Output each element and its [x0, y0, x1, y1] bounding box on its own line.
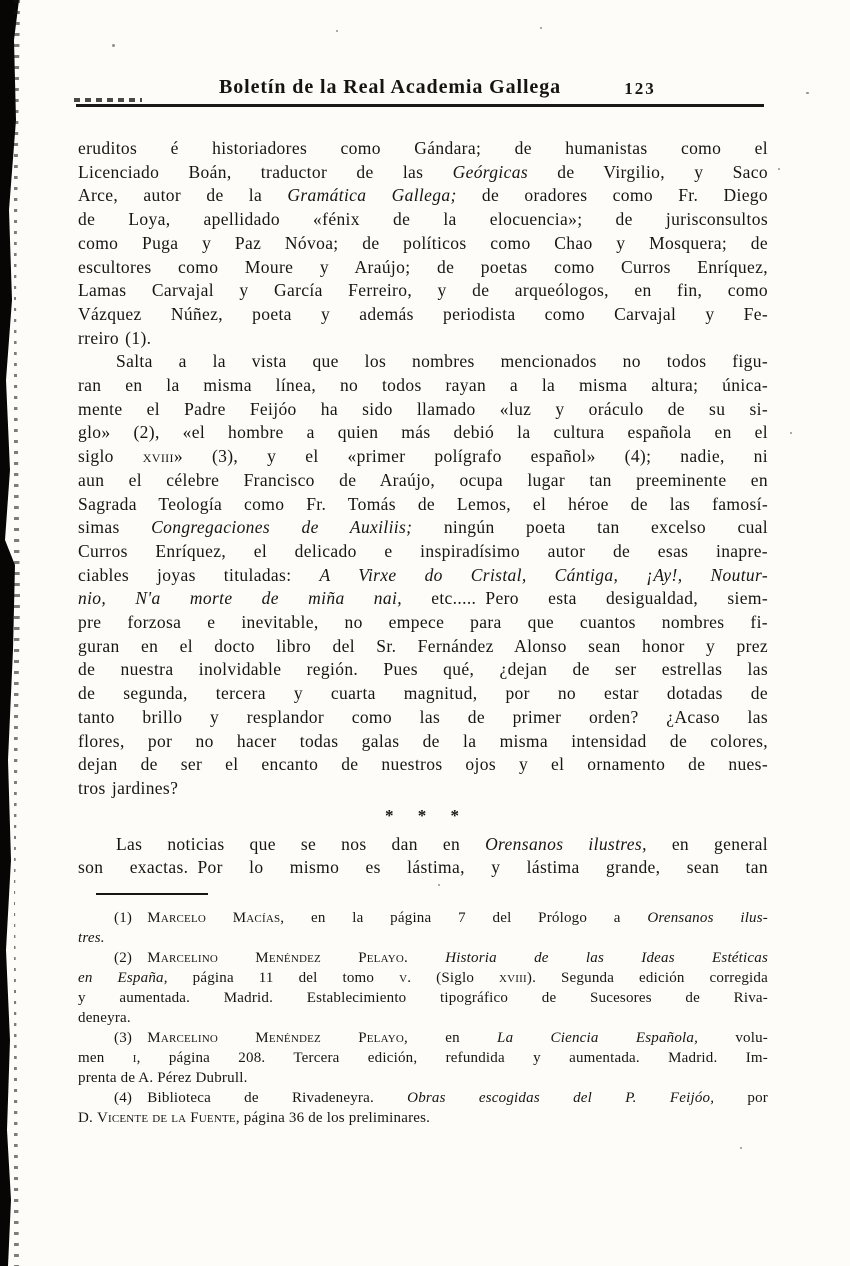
text-run: , en: [404, 1030, 498, 1047]
text-run: xviii: [142, 446, 174, 467]
ink-speck: [112, 44, 115, 47]
text-run: de Virgilio, y Saco: [528, 161, 769, 182]
text-run: , en la página 7 del Prólogo a: [280, 910, 648, 927]
text-run: tros jardines?: [78, 777, 179, 798]
text-line: [78, 587, 768, 611]
footnote: [78, 1028, 768, 1088]
text-run: Biblioteca de Rivadeneyra.: [147, 1090, 408, 1107]
text-run: escultores como Moure y Araújo; de poetas como Curros Enríquez,: [78, 256, 768, 277]
footnote: [78, 908, 768, 948]
paragraph: [78, 350, 768, 800]
text-line: [78, 161, 768, 185]
text-run: .: [404, 950, 446, 967]
text-run: en España,: [78, 970, 168, 987]
text-run: pre forzosa e inevitable, no empece para que cuantos nombres fi-: [78, 612, 768, 633]
text-run: , página 208. Tercera edición, refundida y aumentada. Madrid. Im-: [136, 1050, 768, 1067]
text-run: flores, por no hacer todas galas de la misma intensidad de colores,: [78, 730, 768, 751]
text-run: D.: [78, 1110, 97, 1127]
scan-binding-fuzz: [14, 0, 22, 1266]
text-line: [78, 928, 768, 948]
text-run: xviii: [499, 970, 527, 987]
asterisk-separator: * * *: [385, 805, 461, 825]
text-run: ). Segunda edición corregida: [526, 970, 768, 987]
text-line: [78, 658, 768, 682]
text-line: [78, 184, 768, 208]
text-run: v: [399, 970, 408, 987]
text-run: volu-: [698, 1030, 768, 1047]
text-run: deneyra.: [78, 1010, 131, 1027]
ink-speck: [540, 27, 542, 29]
text-line: [78, 232, 768, 256]
text-run: Orensanos ilus-: [647, 910, 768, 927]
text-run: prenta de A. Pérez Dubrull.: [78, 1070, 248, 1087]
text-run: siglo: [78, 446, 143, 467]
text-run: A Virxe do Cristal, Cántiga, ¡Ay!, Noutur-: [319, 564, 768, 585]
text-run: Vázquez Núñez, poeta y además periodista como Carvajal y Fe-: [78, 303, 768, 324]
ink-speck: [790, 432, 792, 434]
text-run: men: [78, 1050, 133, 1067]
text-run: (1): [114, 910, 148, 927]
text-line: [78, 350, 768, 374]
text-run: nio, N'a morte de miña nai,: [78, 588, 402, 609]
text-line: [78, 445, 768, 469]
ink-speck: [740, 1147, 742, 1149]
text-run: Curros Enríquez, el delicado e inspiradísimo autor de esas inapre-: [78, 540, 768, 561]
text-line: [78, 1048, 768, 1068]
text-run: aun el célebre Francisco de Araújo, ocupa lugar tan preeminente en: [78, 469, 768, 490]
text-run: Geórgicas: [452, 161, 528, 182]
text-run: Sagrada Teología como Fr. Tomás de Lemos, el héroe de las famosí-: [78, 493, 768, 514]
text-run: Salta a la vista que los nombres mencionados no todos figu-: [116, 351, 768, 372]
text-line: [78, 611, 768, 635]
text-line: [78, 968, 768, 988]
text-run: . (Siglo: [407, 970, 500, 987]
text-run: i: [132, 1050, 137, 1067]
text-line: [78, 374, 768, 398]
text-run: en general: [646, 833, 768, 854]
text-line: [78, 516, 768, 540]
text-line: [78, 1108, 768, 1128]
text-run: Vicente de la Fuente: [96, 1110, 236, 1127]
text-line: [78, 208, 768, 232]
footnote: [78, 1088, 768, 1128]
text-line: [78, 753, 768, 777]
text-line: [78, 948, 768, 968]
text-line: [78, 1008, 768, 1028]
text-line: [78, 682, 768, 706]
text-run: » (3), y el «primer polígrafo español» (4); nadie, ni: [173, 446, 768, 467]
paragraph: [78, 137, 768, 350]
page-body: [78, 137, 768, 880]
text-run: Marcelino Menéndez Pelayo: [147, 1030, 405, 1047]
text-line: [78, 1088, 768, 1108]
text-run: Gramática Gallega;: [287, 185, 457, 206]
text-run: guran en el docto libro del Sr. Fernández Alonso sean honor y prez: [78, 635, 768, 656]
text-run: y aumentada. Madrid. Establecimiento tipográfico de Sucesores de Riva-: [78, 990, 768, 1007]
text-run: simas: [78, 517, 152, 538]
text-line: [78, 469, 768, 493]
text-run: ningún poeta tan excelso cual: [412, 517, 768, 538]
text-line: [78, 635, 768, 659]
text-line: [78, 540, 768, 564]
text-run: (2): [114, 950, 148, 967]
text-line: [78, 777, 768, 801]
scan-smudge: [74, 98, 142, 102]
page-number: 123: [624, 79, 656, 98]
footnote: [78, 948, 768, 1028]
text-run: tanto brillo y resplandor como las de primer orden? ¿Acaso las: [78, 706, 768, 727]
text-run: como Puga y Paz Nóvoa; de políticos como Chao y Mosquera; de: [78, 232, 768, 253]
journal-title: Boletín de la Real Academia Gallega: [218, 76, 562, 98]
text-line: [78, 1028, 768, 1048]
text-line: [78, 303, 768, 327]
text-run: Orensanos ilustres,: [485, 833, 647, 854]
text-line: [78, 833, 768, 857]
text-run: etc..... Pero esta desigualdad, siem-: [401, 588, 769, 609]
text-run: tres.: [78, 930, 105, 947]
text-run: de Loya, apellidado «fénix de la elocuencia»; de jurisconsultos: [78, 209, 768, 230]
text-run: Marcelo Macías: [147, 910, 281, 927]
text-run: Arce, autor de la: [78, 185, 288, 206]
text-run: eruditos é historiadores como Gándara; de humanistas como el: [78, 138, 768, 158]
text-line: [78, 398, 768, 422]
text-line: [78, 988, 768, 1008]
text-line: [78, 137, 768, 161]
footnote-rule: [96, 893, 208, 895]
text-line: [78, 730, 768, 754]
text-run: Historia de las Ideas Estéticas: [445, 950, 768, 967]
text-run: página 11 del tomo: [167, 970, 400, 987]
text-run: de nuestra inolvidable región. Pues qué, ¿dejan de ser estrellas las: [78, 659, 768, 680]
text-line: [78, 908, 768, 928]
text-line: [78, 493, 768, 517]
footnotes-section: [78, 908, 768, 1128]
text-line: [78, 256, 768, 280]
text-run: (3): [114, 1030, 148, 1047]
page-content: [78, 137, 768, 1128]
ink-speck: [336, 30, 338, 32]
text-run: ciables joyas tituladas:: [78, 564, 320, 585]
text-line: [78, 564, 768, 588]
text-run: de oradores como Fr. Diego: [456, 185, 769, 206]
text-run: Lamas Carvajal y García Ferreiro, y de arqueólogos, en fin, como: [78, 280, 768, 301]
text-run: Las noticias que se nos dan en: [116, 833, 486, 854]
text-run: Marcelino Menéndez Pelayo: [147, 950, 405, 967]
text-run: glo» (2), «el hombre a quien más debió la cultura española en el: [78, 422, 768, 443]
text-run: rreiro (1).: [78, 327, 152, 348]
text-line: [78, 706, 768, 730]
text-run: Obras escogidas del P. Feijóo,: [407, 1090, 715, 1107]
text-run: (4): [114, 1090, 148, 1107]
text-run: dejan de ser el encanto de nuestros ojos y el ornamento de nues-: [78, 754, 768, 775]
text-line: [78, 856, 768, 880]
paragraph: [78, 833, 768, 880]
text-line: [78, 279, 768, 303]
text-run: mente el Padre Feijóo ha sido llamado «luz y oráculo de su si-: [78, 398, 768, 419]
text-run: son exactas. Por lo mismo es lástima, y lástima grande, sean tan: [78, 857, 768, 878]
text-run: de segunda, tercera y cuarta magnitud, por no estar dotadas de: [78, 683, 768, 704]
ink-speck: [806, 92, 809, 94]
text-line: [78, 421, 768, 445]
text-run: La Ciencia Española,: [497, 1030, 699, 1047]
header-rule: [76, 104, 764, 107]
ink-speck: [778, 168, 780, 170]
text-run: ran en la misma línea, no todos rayan a la misma altura; única-: [78, 375, 768, 396]
text-run: , página 36 de los preliminares.: [235, 1110, 431, 1127]
text-run: por: [714, 1090, 769, 1107]
text-run: Congregaciones de Auxiliis;: [151, 517, 413, 538]
text-line: [78, 1068, 768, 1088]
text-run: Licenciado Boán, traductor de las: [78, 161, 453, 182]
text-line: [78, 327, 768, 351]
